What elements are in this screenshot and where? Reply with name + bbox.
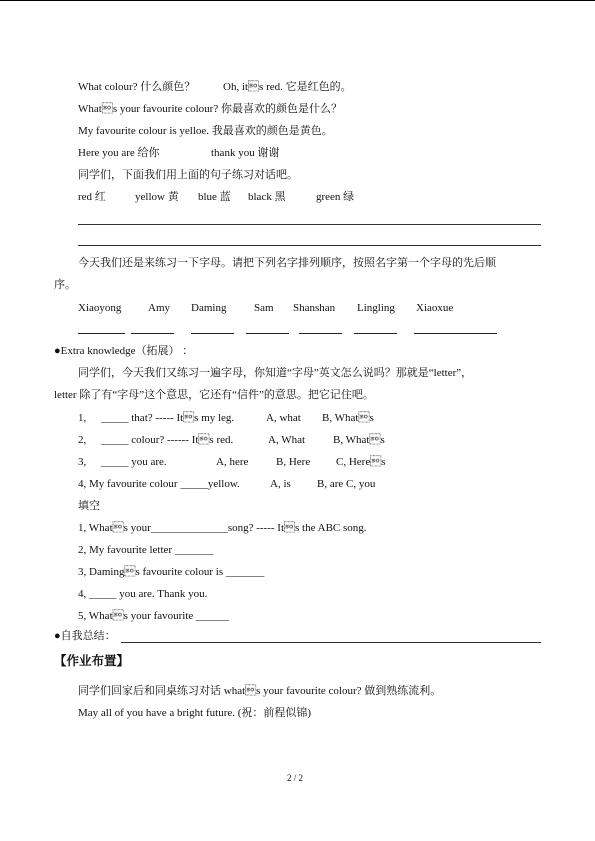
q4-option-a: A, is (270, 478, 291, 490)
name-shanshan: Shanshan (293, 302, 336, 314)
q1-option-b: B, Whats (322, 412, 374, 424)
fill-item-2: 2, My favourite letter _______ (78, 544, 214, 556)
name-sam: Sam (254, 302, 274, 314)
text-favourite-colour-answer: My favourite colour is yelloe. 我最喜欢的颜色是黄色。 (78, 125, 333, 137)
name-xiaoyong: Xiaoyong (78, 302, 122, 314)
q3-option-c: C, Heres (336, 456, 386, 468)
fill-item-5: 5, Whats your favourite ______ (78, 610, 230, 622)
text-alphabet-instruction-end: 序。 (54, 279, 76, 291)
self-summary-line[interactable] (121, 642, 541, 643)
page-top-border (0, 0, 595, 1)
q2-number: 2, (78, 434, 87, 446)
order-blank-3[interactable] (191, 333, 234, 334)
q1-number: 1, (78, 412, 87, 424)
q2-option-a: A, What (268, 434, 306, 446)
order-blank-2[interactable] (131, 333, 174, 334)
order-blank-6[interactable] (354, 333, 397, 334)
q1-stem: _____ that? ----- Its my leg. (101, 412, 235, 424)
text-letter-explanation: 同学们，今天我们又练习一遍字母，你知道“字母”英文怎么说吗？那就是“letter”， (78, 367, 473, 379)
q3-stem: _____ you are. (101, 456, 167, 468)
color-word-blue: blue 蓝 (198, 191, 231, 203)
text-what-colour: What colour? 什么颜色？ (78, 81, 196, 93)
color-word-red: red 红 (78, 191, 106, 203)
order-blank-1[interactable] (78, 333, 125, 334)
page-number: 2 / 2 (287, 773, 304, 783)
writing-line-1 (78, 224, 541, 225)
writing-line-2 (78, 245, 541, 246)
q4-stem: 4, My favourite colour _____yellow. (78, 478, 240, 490)
name-amy: Amy (148, 302, 170, 314)
q3-number: 3, (78, 456, 87, 468)
fill-item-3: 3, Damings favourite colour is _______ (78, 566, 265, 578)
text-letter-meaning: letter 除了有“字母”这个意思，它还有“信件”的意思。把它记住吧。 (54, 389, 374, 401)
extra-knowledge-heading: ●Extra knowledge（拓展） ： (54, 345, 194, 357)
text-its-red: Oh, its red. 它是红色的。 (223, 81, 352, 93)
self-summary-label: ●自我总结： (54, 630, 116, 642)
q1-option-a: A, what (266, 412, 301, 424)
q3-option-a: A, here (216, 456, 249, 468)
color-word-yellow: yellow 黄 (135, 191, 179, 203)
homework-heading: 【作业布置】 (54, 653, 130, 668)
fill-item-1: 1, Whats your______________song? ----- Its the ABC song. (78, 522, 367, 534)
fill-in-heading: 填空 (78, 500, 100, 512)
order-blank-4[interactable] (246, 333, 289, 334)
text-practice-instruction: 同学们，下面我们用上面的句子练习对话吧。 (78, 169, 298, 181)
text-favourite-colour-question: Whats your favourite colour? 你最喜欢的颜色是什么？ (78, 103, 342, 115)
color-word-black: black 黑 (248, 191, 286, 203)
name-lingling: Lingling (357, 302, 395, 314)
fill-item-4: 4, _____ you are. Thank you. (78, 588, 208, 600)
text-here-you-are: Here you are 给你 (78, 147, 160, 159)
color-word-green: green 绿 (316, 191, 355, 203)
name-xiaoxue: Xiaoxue (416, 302, 454, 314)
homework-text-1: 同学们回家后和同桌练习对话 whats your favourite colour? 做到熟练流利。 (78, 685, 442, 697)
q2-option-b: B, Whats (333, 434, 385, 446)
homework-text-2: May all of you have a bright future. (祝：前程似锦) (78, 707, 312, 719)
name-daming: Daming (191, 302, 227, 314)
text-thank-you: thank you 谢谢 (211, 147, 280, 159)
order-blank-7[interactable] (414, 333, 497, 334)
text-alphabet-instruction: 今天我们还是来练习一下字母。请把下列名字排列顺序，按照名字第一个字母的先后顺 (78, 257, 496, 269)
q4-options-b-c: B, are C, you (317, 478, 376, 490)
order-blank-5[interactable] (299, 333, 342, 334)
q3-option-b: B, Here (276, 456, 311, 468)
q2-stem: _____ colour? ------ Its red. (101, 434, 234, 446)
